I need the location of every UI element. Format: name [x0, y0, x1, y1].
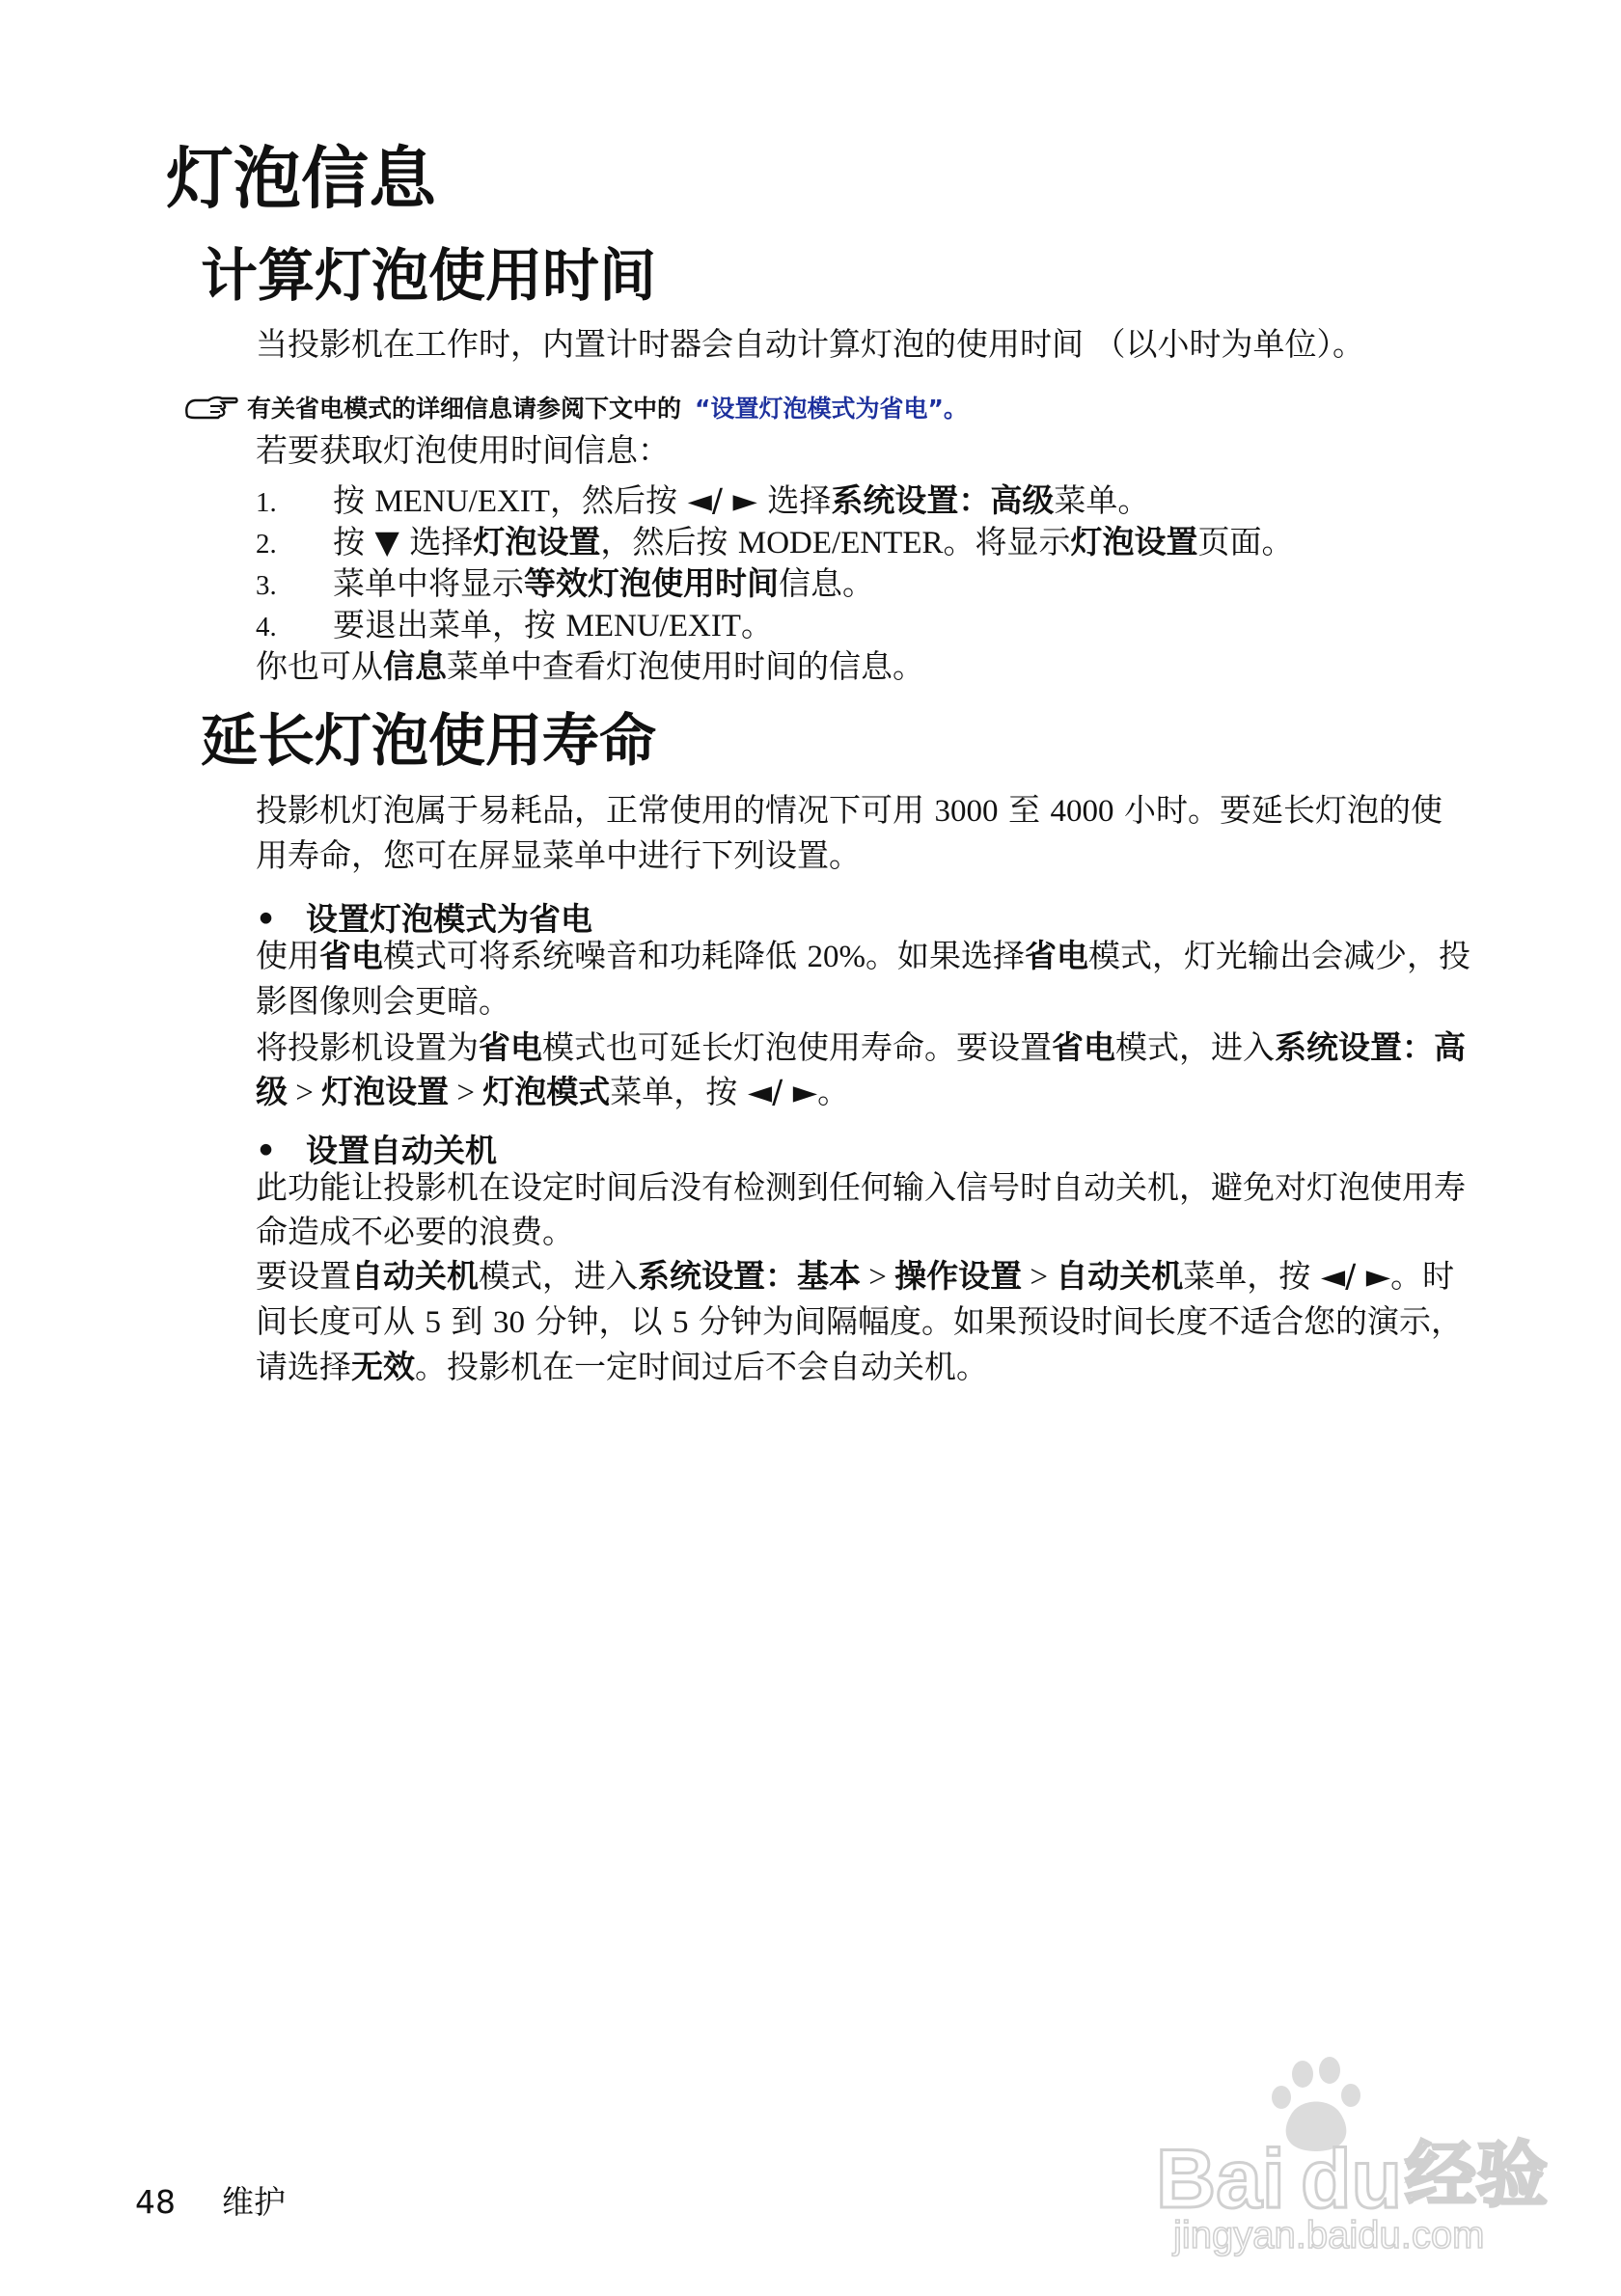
menu-name: 灯泡设置	[473, 523, 601, 560]
mode-name: 自动关机	[351, 1257, 479, 1295]
para-text: 模式，灯光输出会减少，投影图像则会更暗。	[256, 937, 1470, 1020]
page-title: 灯泡信息	[166, 139, 436, 218]
step-text: 要退出菜单，按	[333, 606, 566, 643]
minutes-value: 30	[492, 1305, 525, 1340]
bullet-icon: •	[256, 900, 277, 938]
mode-name: 省电	[1052, 1028, 1115, 1066]
mode-name: 省电	[319, 937, 383, 974]
para-text: 分钟为间隔幅度。如果预设时间长度不适合您的演示，请选择	[256, 1302, 1463, 1385]
step-text: 菜单中将显示	[333, 564, 524, 602]
para-text: 将投影机设置为	[256, 1028, 479, 1066]
para-text: 模式，进入	[479, 1257, 638, 1295]
watermark-url: jingyan.baidu.com	[1173, 2214, 1485, 2256]
section1-intro: 当投影机在工作时，内置计时器会自动计算灯泡的使用时间 （以小时为单位）。	[256, 325, 1364, 363]
para-text: 菜单，按 ◄/ ►。	[610, 1073, 850, 1110]
step-text: 。	[740, 606, 773, 643]
intro-text: 小时。要延长灯泡的使用寿命，您可在屏显菜单中进行下列设置。	[256, 791, 1442, 874]
auto-off-paragraph-1: 此功能让投影机在设定时间后没有检测到任何输入信号时自动关机，避免对灯泡使用寿命造成不必要的浪费。	[256, 1168, 1466, 1250]
step-2	[256, 521, 1294, 565]
minutes-value: 5	[425, 1305, 441, 1340]
eco-mode-paragraph-1	[256, 934, 1471, 1024]
mode-name: 省电	[1025, 937, 1088, 974]
step-number: 1.	[256, 487, 277, 518]
menu-name: 等效灯泡使用时间	[524, 564, 779, 602]
para-text: 。如果选择	[865, 937, 1025, 974]
menu-name: 操作设置	[894, 1257, 1023, 1295]
section1-outro	[256, 644, 924, 689]
para-text: 模式也可延长灯泡使用寿命。要设置	[542, 1028, 1052, 1066]
menu-name: 自动关机	[1056, 1257, 1184, 1295]
para-text: 到	[441, 1302, 493, 1340]
watermark-brand-du: du	[1301, 2133, 1403, 2226]
para-text: 模式可将系统噪音和功耗降低	[383, 937, 808, 974]
path-separator: >	[861, 1260, 895, 1295]
step-number: 4.	[256, 612, 277, 642]
menu-name: 系统设置：基本	[638, 1257, 861, 1295]
key-label: MENU/EXIT	[565, 609, 741, 643]
step-number: 2.	[256, 529, 277, 560]
watermark-suffix: 经验	[1405, 2134, 1548, 2217]
key-label: MODE/ENTER	[737, 526, 944, 560]
intro-text: 投影机灯泡属于易耗品，正常使用的情况下可用	[256, 791, 935, 829]
note-callout	[183, 386, 968, 428]
hours-value: 3000	[934, 794, 999, 829]
bullet-heading: 设置灯泡模式为省电	[306, 900, 592, 938]
step-text: ，然后按	[600, 523, 738, 560]
step-text: 信息。	[779, 564, 874, 602]
hours-value: 4000	[1050, 794, 1114, 829]
bullet-icon: •	[256, 1132, 277, 1169]
section-heading-lamp-hours: 计算灯泡使用时间	[201, 242, 657, 309]
bullet-heading: 设置自动关机	[306, 1132, 497, 1169]
path-separator: >	[449, 1076, 483, 1110]
menu-name: 信息	[383, 647, 447, 685]
step-text: 按 ▼ 选择	[333, 523, 474, 560]
percent-value: 20%	[807, 940, 865, 974]
intro-text: 至	[998, 791, 1051, 829]
note-text: 有关省电模式的详细信息请参阅下文中的	[247, 395, 682, 423]
eco-mode-paragraph-2	[256, 1025, 1471, 1115]
path-separator: >	[1022, 1260, 1057, 1295]
baidu-watermark-logo	[1156, 2055, 1571, 2257]
section1-lead: 若要获取灯泡使用时间信息：	[256, 431, 670, 469]
option-name: 无效	[351, 1348, 415, 1385]
step-text: ，然后按 ◄/ ► 选择	[549, 481, 832, 519]
para-text: 使用	[256, 937, 319, 974]
step-text: 菜单。	[1054, 481, 1150, 519]
menu-name: 系统设置：高级	[831, 481, 1055, 519]
step-text: 。将显示	[943, 523, 1071, 560]
para-text: 菜单，按 ◄/ ►。时间长度可从	[256, 1257, 1455, 1340]
outro-text: 菜单中查看灯泡使用时间的信息。	[447, 647, 924, 685]
para-text: 模式，进入	[1115, 1028, 1275, 1066]
section-heading-lamp-life: 延长灯泡使用寿命	[201, 707, 657, 774]
auto-off-paragraph-2	[256, 1254, 1471, 1389]
step-4	[256, 604, 773, 648]
step-3	[256, 562, 874, 607]
pointing-hand-icon	[183, 393, 239, 422]
footer-section: 维护	[222, 2183, 286, 2221]
key-label: MENU/EXIT	[374, 484, 550, 519]
mode-name: 省电	[479, 1028, 542, 1066]
para-text: 。投影机在一定时间过后不会自动关机。	[415, 1348, 988, 1385]
minutes-value: 5	[672, 1305, 689, 1340]
para-text: 分钟，以	[524, 1302, 673, 1340]
step-text: 按	[333, 481, 375, 519]
section2-intro	[256, 788, 1471, 878]
watermark-brand: Bai	[1156, 2133, 1285, 2226]
step-1	[256, 479, 1149, 524]
note-link[interactable]: “设置灯泡模式为省电”。	[695, 395, 968, 423]
page-number: 48	[135, 2183, 176, 2221]
menu-name: 灯泡模式	[482, 1073, 611, 1110]
path-separator: >	[288, 1076, 322, 1110]
menu-name: 灯泡设置	[321, 1073, 450, 1110]
menu-name: 系统设置：高级	[256, 1028, 1466, 1110]
menu-name: 灯泡设置	[1070, 523, 1198, 560]
step-number: 3.	[256, 570, 277, 601]
outro-text: 你也可从	[256, 647, 383, 685]
para-text: 要设置	[256, 1257, 351, 1295]
step-text: 页面。	[1197, 523, 1294, 560]
